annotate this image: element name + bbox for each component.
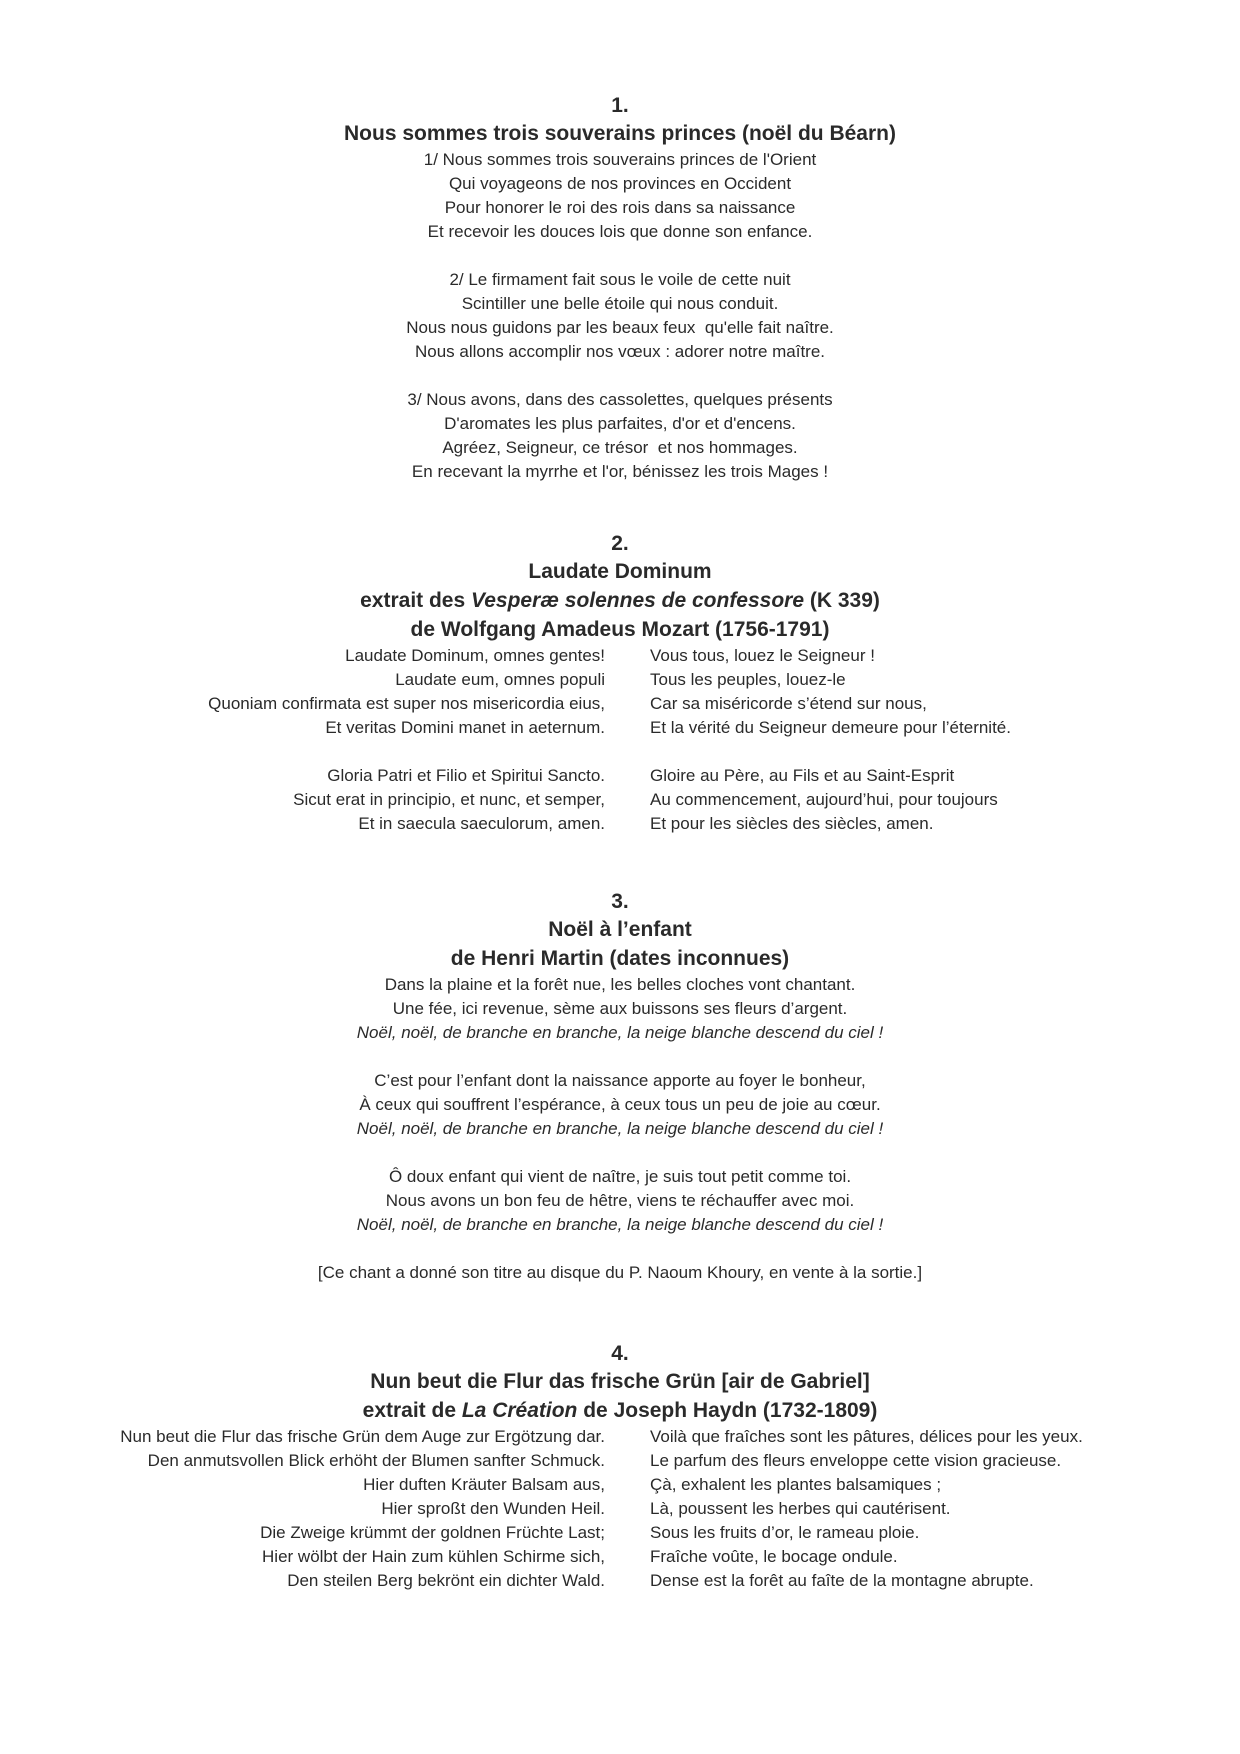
refrain-line: Noël, noël, de branche en branche, la neige blanche descend du ciel ! [356, 1215, 884, 1234]
latin-line: Quoniam confirmata est super nos misericordia eius, [208, 694, 605, 713]
french-line: Fraîche voûte, le bocage ondule. [650, 1547, 898, 1566]
text-row [0, 1425, 1240, 1449]
verse-line: Et recevoir les douces lois que donne son enfance. [427, 222, 813, 241]
latin-line: Laudate Dominum, omnes gentes! [345, 646, 605, 665]
verse-line: 2/ Le firmament fait sous le voile de cette nuit [449, 270, 791, 289]
section-4 [0, 1340, 1240, 1593]
verse-line: D'aromates les plus parfaites, d'or et d'encens. [444, 414, 796, 433]
song-title: Noël à l’enfant [548, 918, 692, 941]
bilingual-text [0, 1425, 1240, 1593]
text-row [0, 812, 1240, 836]
french-line: Dense est la forêt au faîte de la montagne abrupte. [650, 1571, 1034, 1590]
verse-line: Ô doux enfant qui vient de naître, je suis tout petit comme toi. [388, 1167, 852, 1186]
song-title: Nun beut die Flur das frische Grün [air de Gabriel] [370, 1370, 870, 1393]
text-row [0, 716, 1240, 740]
text-row [0, 1569, 1240, 1593]
section-3 [0, 888, 1240, 1285]
verse-line: 1/ Nous sommes trois souverains princes de l'Orient [423, 150, 817, 169]
verse-line: Dans la plaine et la forêt nue, les belles cloches vont chantant. [384, 975, 856, 994]
german-line: Den anmutsvollen Blick erhöht der Blumen sanfter Schmuck. [147, 1451, 605, 1470]
song-title: Laudate Dominum [528, 560, 712, 583]
latin-line: Et in saecula saeculorum, amen. [358, 814, 605, 833]
verse-line: Nous allons accomplir nos vœux : adorer notre maître. [414, 342, 826, 361]
section-1 [0, 92, 1240, 484]
text-row [0, 692, 1240, 716]
section-number: 1. [611, 94, 629, 117]
text-row [0, 788, 1240, 812]
french-line: Tous les peuples, louez-le [650, 670, 846, 689]
text-row [0, 644, 1240, 668]
text-row [0, 1545, 1240, 1569]
verse-line: Pour honorer le roi des rois dans sa naissance [444, 198, 796, 217]
verse-line: C’est pour l’enfant dont la naissance apporte au foyer le bonheur, [374, 1071, 866, 1090]
verse-line: Une fée, ici revenue, sème aux buissons ses fleurs d’argent. [392, 999, 848, 1018]
french-line: Au commencement, aujourd’hui, pour toujours [650, 790, 998, 809]
french-line: Là, poussent les herbes qui cautérisent. [650, 1499, 951, 1518]
note: [Ce chant a donné son titre au disque du P. Naoum Khoury, en vente à la sortie.] [317, 1263, 923, 1282]
song-composer: de Henri Martin (dates inconnues) [450, 947, 790, 970]
section-number: 4. [611, 1342, 629, 1365]
verse-line: 3/ Nous avons, dans des cassolettes, quelques présents [407, 390, 833, 409]
french-line: Sous les fruits d’or, le rameau ploie. [650, 1523, 920, 1542]
text-row [0, 764, 1240, 788]
verse-line: Agréez, Seigneur, ce trésor et nos hommages. [442, 438, 798, 457]
text-row [0, 1521, 1240, 1545]
song-source: extrait de La Création de Joseph Haydn (1732-1809) [362, 1399, 878, 1422]
song-title: Nous sommes trois souverains princes (noël du Béarn) [344, 122, 896, 145]
french-line: Çà, exhalent les plantes balsamiques ; [650, 1475, 942, 1494]
refrain-line: Noël, noël, de branche en branche, la neige blanche descend du ciel ! [356, 1119, 884, 1138]
german-line: Hier duften Kräuter Balsam aus, [363, 1475, 605, 1494]
latin-line: Et veritas Domini manet in aeternum. [325, 718, 605, 737]
refrain-line: Noël, noël, de branche en branche, la neige blanche descend du ciel ! [356, 1023, 884, 1042]
french-line: Et pour les siècles des siècles, amen. [650, 814, 934, 833]
verse-line: Scintiller une belle étoile qui nous conduit. [461, 294, 779, 313]
latin-line: Sicut erat in principio, et nunc, et semper, [293, 790, 605, 809]
french-line: Voilà que fraîches sont les pâtures, délices pour les yeux. [650, 1427, 1083, 1446]
french-line: Le parfum des fleurs enveloppe cette vision gracieuse. [650, 1451, 1062, 1470]
french-line: Gloire au Père, au Fils et au Saint-Esprit [650, 766, 955, 785]
song-source: extrait des Vesperæ solennes de confessore (K 339) [360, 589, 880, 612]
verse-line: Qui voyageons de nos provinces en Occident [448, 174, 792, 193]
french-line: Et la vérité du Seigneur demeure pour l’éternité. [650, 718, 1011, 737]
verse-line: À ceux qui souffrent l’espérance, à ceux tous un peu de joie au cœur. [359, 1095, 881, 1114]
german-line: Die Zweige krümmt der goldnen Früchte Last; [260, 1523, 605, 1542]
german-line: Hier sproßt den Wunden Heil. [381, 1499, 605, 1518]
song-composer: de Wolfgang Amadeus Mozart (1756-1791) [410, 618, 830, 641]
german-line: Den steilen Berg bekrönt ein dichter Wald. [287, 1571, 605, 1590]
text-row [0, 668, 1240, 692]
french-line: Vous tous, louez le Seigneur ! [650, 646, 875, 665]
text-row [0, 1449, 1240, 1473]
latin-line: Laudate eum, omnes populi [395, 670, 605, 689]
section-2 [0, 530, 1240, 836]
verse-line: En recevant la myrrhe et l'or, bénissez les trois Mages ! [411, 462, 829, 481]
text-row [0, 1497, 1240, 1521]
german-line: Hier wölbt der Hain zum kühlen Schirme sich, [262, 1547, 605, 1566]
bilingual-text [0, 644, 1240, 836]
text-row [0, 1473, 1240, 1497]
german-line: Nun beut die Flur das frische Grün dem Auge zur Ergötzung dar. [120, 1427, 605, 1446]
french-line: Car sa miséricorde s’étend sur nous, [650, 694, 927, 713]
section-number: 2. [611, 532, 629, 555]
section-number: 3. [611, 890, 629, 913]
latin-line: Gloria Patri et Filio et Spiritui Sancto. [327, 766, 605, 785]
verse-line: Nous avons un bon feu de hêtre, viens te réchauffer avec moi. [385, 1191, 855, 1210]
verse-line: Nous nous guidons par les beaux feux qu'elle fait naître. [406, 318, 834, 337]
